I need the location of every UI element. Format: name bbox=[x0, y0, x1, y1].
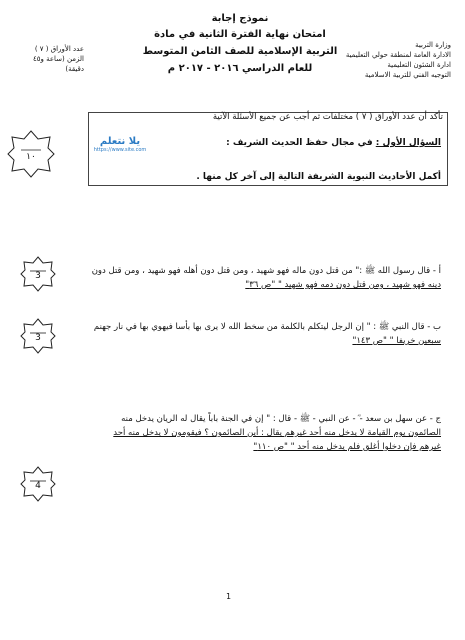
score-box-total bbox=[7, 130, 55, 178]
section-title bbox=[121, 138, 441, 148]
section-label: السؤال الأول : bbox=[375, 138, 441, 148]
site-logo bbox=[90, 136, 150, 178]
score-box-b bbox=[20, 318, 56, 354]
department-line: ادارة الشئون التعليمية bbox=[387, 61, 451, 69]
answer-model-title: نموذج إجابة bbox=[211, 13, 269, 24]
directorate-line: الادارة العامة لمنطقة حولي التعليمية bbox=[345, 51, 451, 59]
exam-title-block bbox=[140, 12, 340, 77]
score-total-value: ١٠ bbox=[26, 152, 36, 162]
academic-year: للعام الدراسي ٢٠١٦ - ٢٠١٧ م bbox=[167, 63, 313, 74]
logo-text: يلا نتعلم bbox=[99, 136, 141, 147]
supervision-line: التوجيه الفني للتربية الاسلامية bbox=[364, 71, 451, 79]
exam-info bbox=[14, 44, 84, 74]
question-c-line2: الصائمون يوم القيامة لا يدخل منه أحد غيرهم يقال : أين الصائمون ؟ فيقومون لا يدخل منه أحد bbox=[113, 428, 441, 438]
instruction: تأكد أن عدد الأوراق ( ٧ ) مختلفات ثم أجب عن جميع الأسئلة الآتية bbox=[212, 112, 443, 122]
ministry-header bbox=[336, 40, 451, 80]
page-number: 1 bbox=[226, 592, 232, 601]
subject-title: التربية الإسلامية للصف الثامن المتوسط bbox=[142, 46, 338, 57]
question-b-line2: سبعين خريفا " "ص ١٤٣" bbox=[352, 336, 441, 346]
exam-title: امتحان نهاية الفترة الثانية في مادة bbox=[154, 29, 326, 40]
pages-count: عدد الأوراق ( ٧ ) bbox=[34, 45, 84, 53]
score-box-c bbox=[20, 466, 56, 502]
exam-duration: الزمن (ساعة و٤٥ دقيقة) bbox=[32, 55, 84, 73]
question-a-line2: دينه فهو شهيد ، ومن قتل دون دمه فهو شهيد " "ص ٣٦" bbox=[245, 280, 441, 290]
question-c-line1: ج - عن سهل بن سعد - ؓ - عن النبي - ﷺ - قال : " إن في الجنة باباً يقال له الريان يدخل منه bbox=[121, 414, 441, 424]
ministry-line: وزارة التربية bbox=[415, 41, 451, 49]
score-c-value: 4 bbox=[35, 481, 41, 491]
section-instruction: أكمل الأحاديث النبوية الشريفة التالية إلى آخر كل منها . bbox=[196, 172, 441, 182]
logo-url: https://www.site.com bbox=[93, 147, 147, 153]
question-c bbox=[41, 412, 441, 454]
question-a bbox=[41, 264, 441, 292]
score-box-a bbox=[20, 256, 56, 292]
question-a-line1: أ - قال رسول الله ﷺ :" من قتل دون ماله فهو شهيد ، ومن قتل دون أهله فهو شهيد ، ومن قتل دون bbox=[91, 266, 441, 276]
question-b-line1: ب - قال النبي ﷺ : " إن الرجل ليتكلم بالكلمة من سخط الله لا يرى بها بأسا فيهوي بها في نار جهنم bbox=[93, 322, 441, 332]
score-b-value: 3 bbox=[35, 333, 41, 343]
question-c-line3: غيرهم فإن دخلوا أغلق فلم يدخل منه أحد " "ص ١١٠" bbox=[253, 442, 441, 452]
score-a-value: 3 bbox=[35, 271, 41, 281]
question-b bbox=[41, 320, 441, 348]
section-topic: في مجال حفظ الحديث الشريف : bbox=[226, 138, 373, 148]
